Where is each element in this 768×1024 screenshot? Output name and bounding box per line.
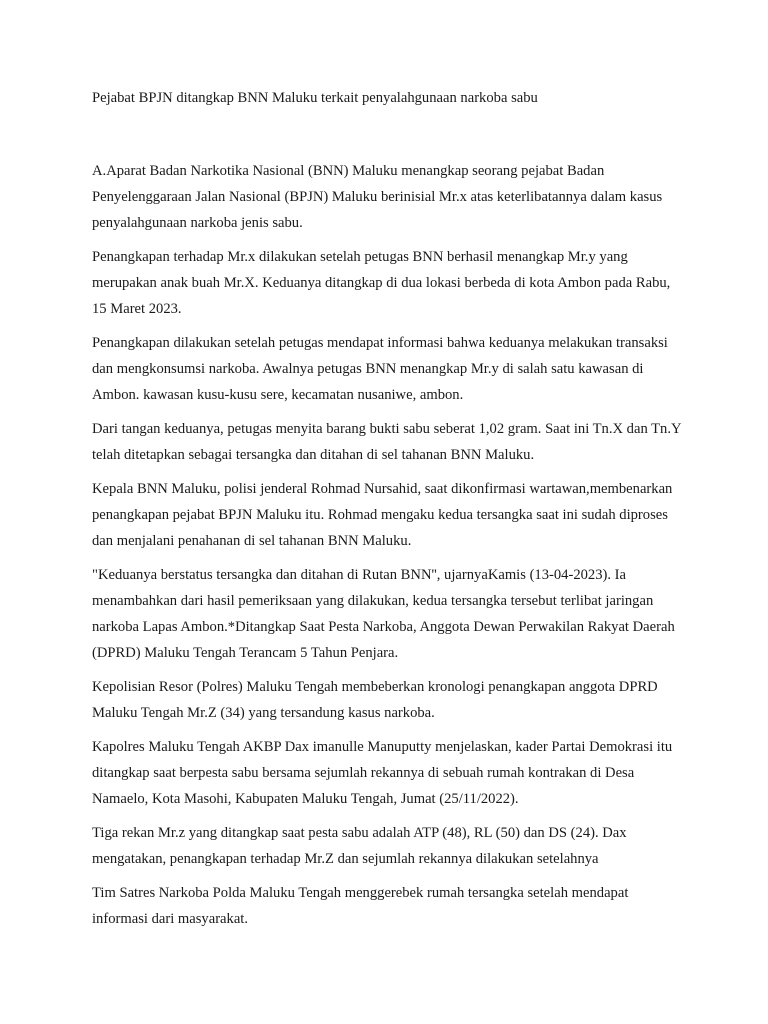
- paragraph-4: Dari tangan keduanya, petugas menyita barang bukti sabu seberat 1,02 gram. Saat ini Tn.X dan Tn.Y telah ditetapkan sebagai tersangka dan ditahan di sel tahanan BNN Maluku.: [92, 421, 681, 463]
- paragraph-10: Tim Satres Narkoba Polda Maluku Tengah menggerebek rumah tersangka setelah mendapat informasi dari masyarakat.: [92, 885, 629, 927]
- paragraph-1: A.Aparat Badan Narkotika Nasional (BNN) Maluku menangkap seorang pejabat Badan Penyelenggaraan Jalan Nasional (BPJN) Maluku berinisial Mr.x atas keterlibatannya dalam kasus penyalahgunaan narkoba jenis sabu.: [92, 163, 663, 231]
- paragraph-3: Penangkapan dilakukan setelah petugas mendapat informasi bahwa keduanya melakukan transaksi dan mengkonsumsi narkoba. Awalnya petugas BNN menangkap Mr.y di salah satu kawasan di Ambon. kawasan kusu-kusu sere, kecamatan nusaniwe, ambon.: [92, 335, 668, 403]
- paragraph-6: "Keduanya berstatus tersangka dan ditahan di Rutan BNN'', ujarnyaKamis (13-04-2023). Ia menambahkan dari hasil pemeriksaan yang dilakukan, kedua tersangka tersebut terlibat jaringan narkoba Lapas Ambon.*Ditangkap Saat Pesta Narkoba, Anggota Dewan Perwakilan Rakyat Daerah (DPRD) Maluku Tengah Terancam 5 Tahun Penjara.: [92, 567, 675, 661]
- paragraph-7: Kepolisian Resor (Polres) Maluku Tengah membeberkan kronologi penangkapan anggota DPRD Maluku Tengah Mr.Z (34) yang tersandung kasus narkoba.: [92, 679, 658, 721]
- document-title: Pejabat BPJN ditangkap BNN Maluku terkait penyalahgunaan narkoba sabu: [92, 90, 538, 106]
- document-page: [92, 88, 682, 940]
- paragraph-2: Penangkapan terhadap Mr.x dilakukan setelah petugas BNN berhasil menangkap Mr.y yang merupakan anak buah Mr.X. Keduanya ditangkap di dua lokasi berbeda di kota Ambon pada Rabu, 15 Maret 2023.: [92, 249, 671, 317]
- paragraph-5: Kepala BNN Maluku, polisi jenderal Rohmad Nursahid, saat dikonfirmasi wartawan,membenarkan penangkapan pejabat BPJN Maluku itu. Rohmad mengaku kedua tersangka saat ini sudah diproses dan menjalani penahanan di sel tahanan BNN Maluku.: [92, 481, 673, 549]
- paragraph-8: Kapolres Maluku Tengah AKBP Dax imanulle Manuputty menjelaskan, kader Partai Demokrasi itu ditangkap saat berpesta sabu bersama sejumlah rekannya di sebuah rumah kontrakan di Desa Namaelo, Kota Masohi, Kabupaten Maluku Tengah, Jumat (25/11/2022).: [92, 739, 673, 807]
- paragraph-9: Tiga rekan Mr.z yang ditangkap saat pesta sabu adalah ATP (48), RL (50) dan DS (24). Dax mengatakan, penangkapan terhadap Mr.Z dan sejumlah rekannya dilakukan setelahnya: [92, 825, 627, 867]
